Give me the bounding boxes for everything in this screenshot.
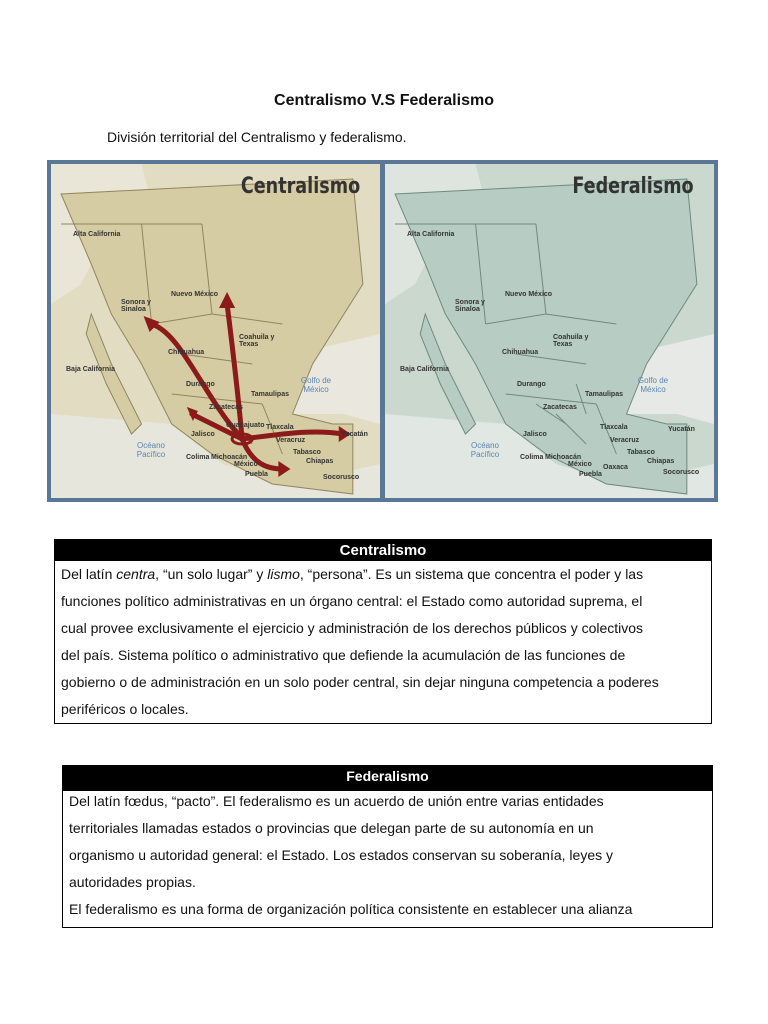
- centralismo-line: gobierno o de administración en un solo poder central, sin dejar ninguna competencia a poderes: [61, 674, 659, 690]
- map-label: Nuevo México: [171, 291, 219, 298]
- map-label: Chihuahua: [502, 349, 539, 356]
- centralismo-table: [54, 539, 712, 724]
- centralismo-line: funciones político administrativas en un órgano central: el Estado como autoridad suprema, el: [61, 593, 643, 609]
- map-label: Socorusco: [323, 474, 360, 481]
- centralismo-heading: Centralismo: [55, 540, 711, 561]
- map-label: Guanajuato: [226, 422, 265, 429]
- federalismo-map-graphic: [385, 164, 714, 498]
- map-label: Tlaxcala: [266, 424, 294, 431]
- page-subtitle: División territorial del Centralismo y federalismo.: [107, 129, 407, 145]
- map-label: Jalisco: [191, 431, 215, 438]
- map-label-water: Golfo de México: [637, 376, 669, 394]
- map-label: Baja California: [66, 366, 116, 373]
- map-label: Alta California: [73, 231, 121, 238]
- map-label: Colima: [186, 454, 210, 461]
- centralismo-map-title: Centralismo: [240, 174, 360, 199]
- federalismo-table: [62, 765, 713, 928]
- map-label: Alta California: [407, 231, 455, 238]
- map-label: Baja California: [400, 366, 450, 373]
- map-label-water: Océano Pacífico: [470, 441, 500, 459]
- map-label: México: [568, 461, 592, 468]
- map-label: Veracruz: [276, 437, 306, 444]
- map-label: Coahuila y Texas: [239, 334, 275, 348]
- maps-figure: [47, 160, 718, 502]
- centralismo-map-graphic: [51, 164, 380, 498]
- map-label: Veracruz: [610, 437, 640, 444]
- federalismo-line: El federalismo es una forma de organización política consistente en establecer una alianza: [69, 901, 633, 917]
- map-label: Nuevo México: [505, 291, 553, 298]
- map-label: Oaxaca: [603, 464, 628, 471]
- federalismo-heading: Federalismo: [63, 766, 712, 791]
- map-label: Tabasco: [293, 449, 321, 456]
- map-label: Zacatecas: [543, 404, 577, 411]
- map-label: Durango: [186, 381, 215, 388]
- federalismo-body: [63, 788, 712, 923]
- map-label: Michoacán: [211, 454, 248, 461]
- text-run: , “persona”. Es un sistema que concentra el poder y las: [299, 566, 644, 582]
- map-label: Puebla: [245, 471, 268, 478]
- map-label: Tlaxcala: [600, 424, 628, 431]
- page-title: Centralismo V.S Federalismo: [274, 92, 494, 109]
- map-label: Sonora y Sinaloa: [455, 299, 485, 313]
- map-label: Chihuahua: [168, 349, 205, 356]
- map-label: Chiapas: [306, 458, 334, 465]
- map-label: Chiapas: [647, 458, 675, 465]
- map-label: Socorusco: [663, 469, 700, 476]
- federalismo-map: [385, 164, 714, 498]
- federalismo-map-title: Federalismo: [572, 174, 694, 199]
- map-label: Jalisco: [523, 431, 547, 438]
- map-label: Colima: [520, 454, 544, 461]
- map-label: Zacatecas: [209, 404, 243, 411]
- map-label: Michoacán: [545, 454, 582, 461]
- centralismo-line: periféricos o locales.: [61, 701, 189, 717]
- map-label: Coahuila y Texas: [553, 334, 589, 348]
- federalismo-line: territoriales llamadas estados o provincias que delegan parte de su autonomía en un: [69, 820, 594, 836]
- term-centra: centra: [116, 566, 156, 582]
- map-label: Yucatán: [668, 426, 695, 433]
- centralismo-line: del país. Sistema político o administrativo que defiende la acumulación de las funciones de: [61, 647, 626, 663]
- map-label: Tamaulipas: [251, 391, 289, 398]
- map-label: Sonora y Sinaloa: [121, 299, 151, 313]
- text-run: , “un solo lugar” y: [155, 566, 268, 582]
- map-label: Tamaulipas: [585, 391, 623, 398]
- map-label: Durango: [517, 381, 546, 388]
- map-label-water: Océano Pacífico: [136, 441, 166, 459]
- map-label: México: [234, 461, 258, 468]
- centralismo-line: [61, 561, 705, 588]
- federalismo-line: autoridades propias.: [69, 874, 196, 890]
- federalismo-line: Del latín fœdus, “pacto”. El federalismo es un acuerdo de unión entre varias entidades: [69, 793, 604, 809]
- centralismo-body: [55, 561, 711, 723]
- text-run: Del latín: [61, 566, 117, 582]
- centralismo-line: cual provee exclusivamente el ejercicio y administración de los derechos públicos y colectivos: [61, 620, 644, 636]
- federalismo-line: organismo u autoridad general: el Estado. Los estados conservan su soberanía, leyes y: [69, 847, 613, 863]
- map-label: Yucatán: [341, 431, 368, 438]
- term-lismo: lismo: [267, 566, 300, 582]
- centralismo-map: [51, 164, 380, 498]
- map-label: Tabasco: [627, 449, 655, 456]
- map-label-water: Golfo de México: [300, 376, 332, 394]
- map-label: Puebla: [579, 471, 602, 478]
